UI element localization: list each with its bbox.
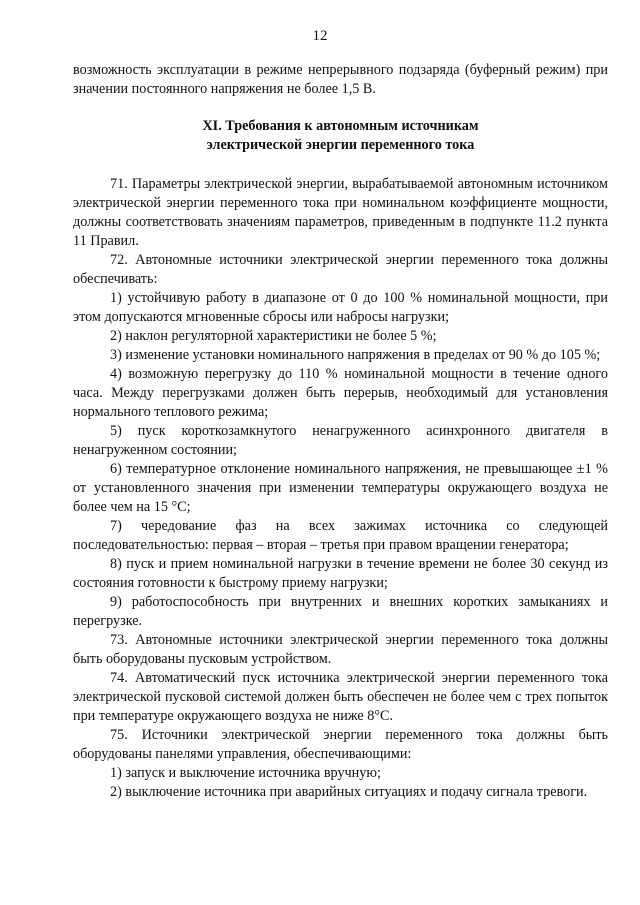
list-item-72-7: 7) чередование фаз на всех зажимах источника со следующей последовательностью: первая – вторая – третья при правом вращении генератора; (73, 518, 608, 553)
paragraph-71: 71. Параметры электрической энергии, вырабатываемой автономным источником электрической энергии переменного тока при номинальном коэффициенте мощности, должны соответствовать значениям параметров, приведенным в подпункте 11.2 пункта 11 Правил. (73, 176, 608, 249)
list-item-72-8: 8) пуск и прием номинальной нагрузки в течение времени не более 30 секунд из состояния готовности к быстрому приему нагрузки; (73, 556, 608, 591)
section-heading (73, 117, 608, 155)
paragraph-74: 74. Автоматический пуск источника электрической энергии переменного тока электрической пусковой системой должен быть обеспечен не более чем с трех попыток при температуре окружающего воздуха не ниже 8°С. (73, 670, 608, 724)
list-item-72-1: 1) устойчивую работу в диапазоне от 0 до 100 % номинальной мощности, при этом допускаются мгновенные сбросы или набросы нагрузки; (73, 290, 608, 325)
list-item-72-3: 3) изменение установки номинального напряжения в пределах от 90 % до 105 %; (110, 347, 601, 363)
paragraph-72: 72. Автономные источники электрической энергии переменного тока должны обеспечивать: (73, 252, 608, 287)
list-item-72-9: 9) работоспособность при внутренних и внешних коротких замыканиях и перегрузке. (73, 594, 608, 629)
section-heading-line-1: XI. Требования к автономным источникам (202, 118, 479, 134)
paragraph-73: 73. Автономные источники электрической энергии переменного тока должны быть оборудованы пусковым устройством. (73, 632, 608, 667)
section-heading-line-2: электрической энергии переменного тока (206, 137, 475, 153)
list-item-72-6: 6) температурное отклонение номинального напряжения, не превышающее ±1 % от установленного значения при изменении температуры окружающего воздуха не более чем на 15 °С; (73, 461, 608, 515)
paragraph-75: 75. Источники электрической энергии переменного тока должны быть оборудованы панелями управления, обеспечивающими: (73, 727, 608, 762)
intro-paragraph: возможность эксплуатации в режиме непрерывного подзаряда (буферный режим) при значении постоянного напряжения не более 1,5 В. (73, 62, 608, 97)
list-item-75-1: 1) запуск и выключение источника вручную; (110, 765, 381, 781)
list-item-72-4: 4) возможную перегрузку до 110 % номинальной мощности в течение одного часа. Между перегрузками должен быть перерыв, необходимый для установления нормального теплового режима; (73, 366, 608, 420)
list-item-75-2: 2) выключение источника при аварийных ситуациях и подачу сигнала тревоги. (110, 784, 588, 800)
list-item-72-5: 5) пуск короткозамкнутого ненагруженного асинхронного двигателя в ненагруженном состоянии; (73, 423, 608, 458)
list-item-72-2: 2) наклон регуляторной характеристики не более 5 %; (110, 328, 437, 344)
document-body (73, 61, 608, 802)
page-number: 12 (312, 28, 328, 44)
